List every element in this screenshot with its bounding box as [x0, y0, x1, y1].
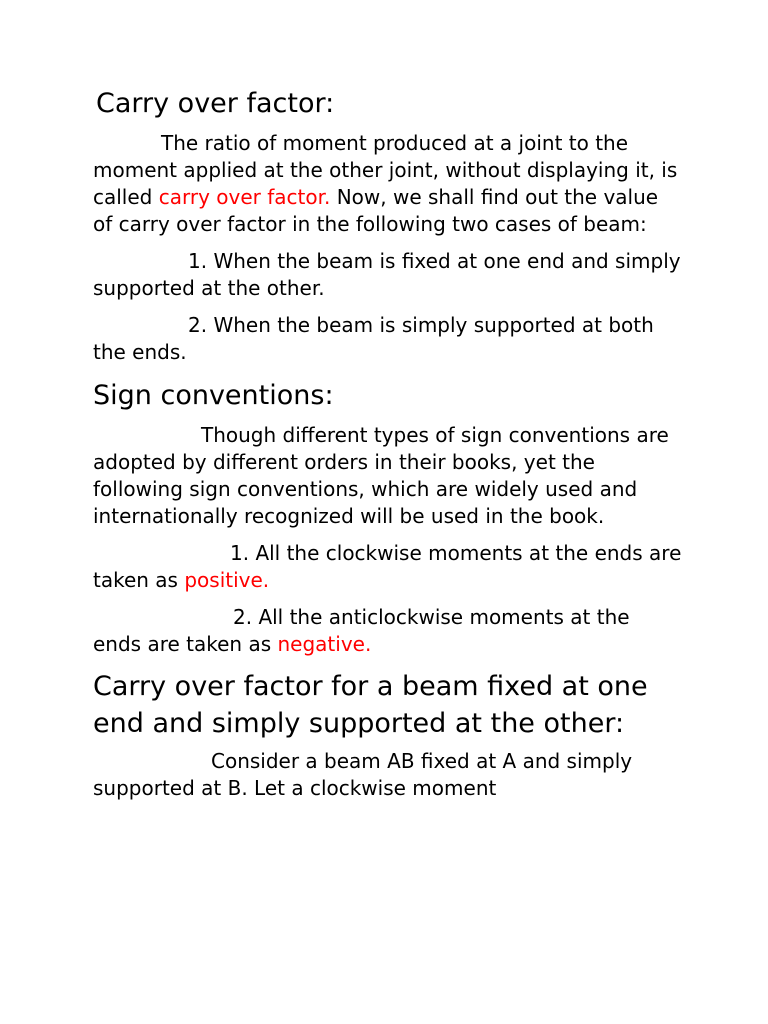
clockwise-text: 1. All the clockwise moments at the ends are taken as: [93, 541, 682, 592]
list-item-anticlockwise-negative: [93, 604, 683, 658]
definition-text-continued: Now, we shall find out the value of carry over factor in the following two cases of beam:: [93, 185, 659, 236]
highlight-carry-over-factor: carry over factor.: [158, 185, 331, 209]
anticlockwise-text: 2. All the anticlockwise moments at the ends are taken as: [93, 605, 630, 656]
highlight-positive: positive.: [184, 568, 270, 592]
heading-carry-over-factor: Carry over factor:: [96, 88, 335, 119]
list-item-fixed-one-end: 1. When the beam is fixed at one end and simply supported at the other.: [93, 249, 681, 300]
heading-fixed-beam: Carry over factor for a beam fixed at one end and simply supported at the other:: [93, 671, 648, 739]
document-page: [93, 84, 683, 812]
paragraph-fixed-beam: Consider a beam AB fixed at A and simply supported at B. Let a clockwise moment: [93, 749, 633, 800]
paragraph-carry-over-definition: [93, 130, 683, 238]
paragraph-sign-conventions: Though different types of sign conventions are adopted by different orders in their books, yet the following sign conventions, which are widely used and internationally recognized will be used in the book.: [93, 423, 669, 528]
definition-text: The ratio of moment produced at a joint to the moment applied at the other joint, without displaying it, is called: [93, 131, 678, 209]
list-item-clockwise-positive: [93, 540, 683, 594]
list-item-simply-supported: 2. When the beam is simply supported at both the ends.: [93, 313, 654, 364]
heading-sign-conventions: Sign conventions:: [93, 380, 334, 411]
highlight-negative: negative.: [277, 632, 372, 656]
